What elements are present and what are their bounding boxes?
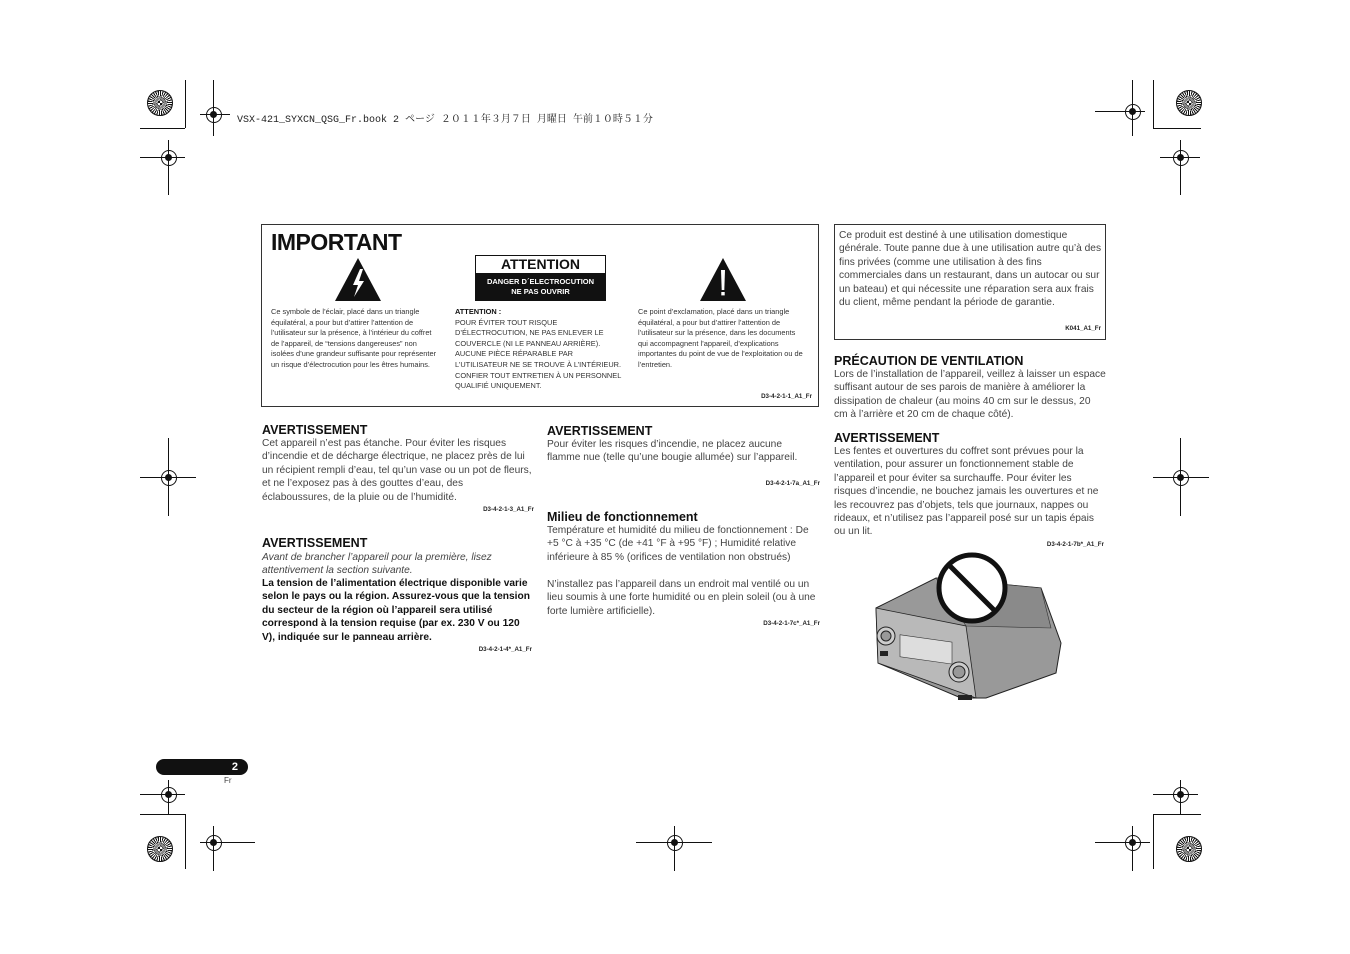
crop-line bbox=[140, 794, 185, 795]
crop-line bbox=[140, 477, 196, 478]
attention-heading: ATTENTION : bbox=[455, 307, 502, 316]
section-italic-note: Avant de brancher l’appareil pour la première, lisez attentivement la section suivante. bbox=[262, 552, 492, 577]
reference-code: D3-4-2-1-3_A1_Fr bbox=[483, 506, 534, 513]
crop-line bbox=[1153, 80, 1154, 128]
crop-line bbox=[140, 814, 185, 815]
attention-danger-line1: DANGER D´ELECTROCUTION bbox=[486, 277, 595, 286]
registration-target-icon bbox=[1125, 835, 1141, 851]
voltage-warning-text: La tension de l’alimentation électrique disponible varie selon le pays ou la région. Assurez-vous que la tension du secteur de la région où l’appareil sera utilisé correspond à la tension requise (par ex. 230 V ou 120 V), indiquée sur le panneau arrière. bbox=[262, 578, 530, 643]
section-body: Les fentes et ouvertures du coffret sont prévues pour la ventilation, pour assurer un fonctionnement stable de l’appareil et pour éviter sa surchauffe. Pour éviter les risques d’incendie, ne bouchez jamais les ouvertures et ne les recouvrez pas d’objets, tels que journaux, nappes ou rideaux, et n’utilisez pas l’appareil posé sur un tapis épais ou un lit. bbox=[834, 446, 1099, 538]
reference-code: D3-4-2-1-1_A1_Fr bbox=[761, 393, 812, 400]
section-heading: AVERTISSEMENT bbox=[262, 536, 368, 550]
crop-line bbox=[200, 842, 255, 843]
section-body: N’installez pas l’appareil dans un endroit mal ventilé ou un lieu soumis à une forte humidité ou en plein soleil (ou à une forte lumière artificielle). bbox=[547, 579, 816, 617]
registration-sunburst-icon bbox=[147, 836, 173, 862]
crop-line bbox=[140, 128, 185, 129]
crop-line bbox=[1132, 80, 1133, 136]
attention-text-block bbox=[455, 307, 627, 392]
crop-line bbox=[1153, 477, 1209, 478]
section-heading: AVERTISSEMENT bbox=[262, 423, 368, 437]
important-title: IMPORTANT bbox=[271, 229, 402, 255]
crop-line bbox=[1153, 814, 1201, 815]
attention-label: ATTENTION bbox=[476, 256, 605, 274]
print-header: VSX-421_SYXCN_QSG_Fr.book 2 ページ ２０１１年３月７日 月曜日 午前１０時５１分 bbox=[237, 115, 653, 126]
registration-target-icon bbox=[667, 835, 683, 851]
covered-receiver-illustration bbox=[866, 548, 1066, 704]
section-heading: Milieu de fonctionnement bbox=[547, 510, 698, 524]
section-body: Lors de l’installation de l’appareil, veillez à laisser un espace suffisant autour de ses parois de manière à améliorer la dissipation de chaleur (au moins 40 cm sur le dessus, 20 cm à l’arrière et 20 cm de chaque côté). bbox=[834, 369, 1106, 421]
registration-target-icon bbox=[1173, 470, 1189, 486]
section-heading: AVERTISSEMENT bbox=[834, 431, 940, 445]
crop-line bbox=[213, 80, 214, 136]
attention-text: POUR ÉVITER TOUT RISQUE D’ÉLECTROCUTION, NE PAS ENLEVER LE COUVERCLE (NI LE PANNEAU ARRIÈRE). AUCUNE PIÈCE RÉPARABLE PAR L’UTILISATEUR NE SE TROUVE À L’INTÉRIEUR. CONFIER TOUT ENTRETIEN À UN PERSONNEL QUALIFIÉ UNIQUEMENT. bbox=[455, 317, 622, 391]
crop-line bbox=[1153, 794, 1198, 795]
section-body: Cet appareil n’est pas étanche. Pour éviter les risques d’incendie et de décharge électrique, ne placez près de lui un récipient rempli d’eau, tel qu’un vase ou un pot de fleurs, et ne l’exposez pas à des gouttes d’eau, des éclaboussures, de la pluie ou de l’humidité. bbox=[262, 438, 532, 503]
registration-target-icon bbox=[161, 470, 177, 486]
crop-line bbox=[1180, 780, 1181, 814]
crop-line bbox=[1180, 140, 1181, 195]
crop-line bbox=[200, 114, 230, 115]
crop-line bbox=[1153, 814, 1154, 869]
attention-danger bbox=[476, 274, 605, 300]
crop-line bbox=[674, 826, 675, 871]
crop-line bbox=[636, 842, 712, 843]
crop-line bbox=[1160, 157, 1200, 158]
crop-line bbox=[185, 80, 186, 128]
domestic-use-text: Ce produit est destiné à une utilisation domestique générale. Toute panne due à une utilisation autre qu’à des fins privées (comme une utilisation à des fins commerciales dans un restaurant, dans un autocar ou sur un bateau) et qui nécessite une réparation sera aux frais du client, même pendant la période de garantie. bbox=[839, 230, 1102, 309]
section-body: Pour éviter les risques d’incendie, ne placez aucune flamme nue (telle qu’une bougie allumée) sur l’appareil. bbox=[547, 439, 798, 464]
reference-code: D3-4-2-1-4*_A1_Fr bbox=[478, 646, 532, 653]
reference-code: D3-4-2-1-7b*_A1_Fr bbox=[1046, 541, 1104, 548]
reference-code: D3-4-2-1-7c*_A1_Fr bbox=[763, 620, 820, 627]
registration-sunburst-icon bbox=[1176, 836, 1202, 862]
crop-line bbox=[140, 157, 185, 158]
crop-line bbox=[1095, 111, 1145, 112]
crop-line bbox=[1132, 826, 1133, 871]
page-number: 2 bbox=[231, 761, 238, 773]
registration-sunburst-icon bbox=[1176, 90, 1202, 116]
lightning-symbol-text: Ce symbole de l’éclair, placé dans un triangle équilatéral, a pour but d’attirer l’attention de l’utilisateur sur la présence, à l’intérieur du coffret de l’appareil, de “tensions dangereuses” non isolées d’une grandeur suffisante pour représenter un risque d’électrocution pour les êtres humains. bbox=[271, 307, 437, 369]
registration-sunburst-icon bbox=[147, 90, 173, 116]
crop-line bbox=[1153, 128, 1201, 129]
section-body: Température et humidité du milieu de fonctionnement : De +5 °C à +35 °C (de +41 °F à +95 °F) ; Humidité relative inférieure à 85 % (orifices de ventilation non obstrués) bbox=[547, 525, 809, 563]
reference-code: D3-4-2-1-7a_A1_Fr bbox=[765, 480, 820, 487]
crop-line bbox=[1095, 842, 1150, 843]
section-heading: AVERTISSEMENT bbox=[547, 424, 653, 438]
crop-line bbox=[168, 140, 169, 195]
reference-code: K041_A1_Fr bbox=[1065, 325, 1101, 332]
registration-target-icon bbox=[1173, 150, 1189, 166]
crop-line bbox=[185, 814, 186, 869]
registration-target-icon bbox=[161, 787, 177, 803]
registration-target-icon bbox=[206, 835, 222, 851]
registration-target-icon bbox=[161, 150, 177, 166]
lightning-warning-icon bbox=[334, 257, 382, 302]
crop-line bbox=[213, 826, 214, 871]
registration-target-icon bbox=[206, 107, 222, 123]
attention-danger-line2: NE PAS OUVRIR bbox=[511, 287, 570, 296]
registration-target-icon bbox=[1125, 104, 1141, 120]
page-language: Fr bbox=[224, 776, 232, 785]
crop-line bbox=[168, 780, 169, 814]
exclamation-warning-icon bbox=[699, 257, 747, 302]
exclamation-symbol-text: Ce point d’exclamation, placé dans un triangle équilatéral, a pour but d’attirer l’attention de l’utilisateur sur la présence, dans les documents qui accompagnent l’appareil, d’explications importantes du point de vue de l’exploitation ou de l’entretien. bbox=[638, 307, 803, 369]
registration-target-icon bbox=[1173, 787, 1189, 803]
section-heading: PRÉCAUTION DE VENTILATION bbox=[834, 354, 1024, 368]
